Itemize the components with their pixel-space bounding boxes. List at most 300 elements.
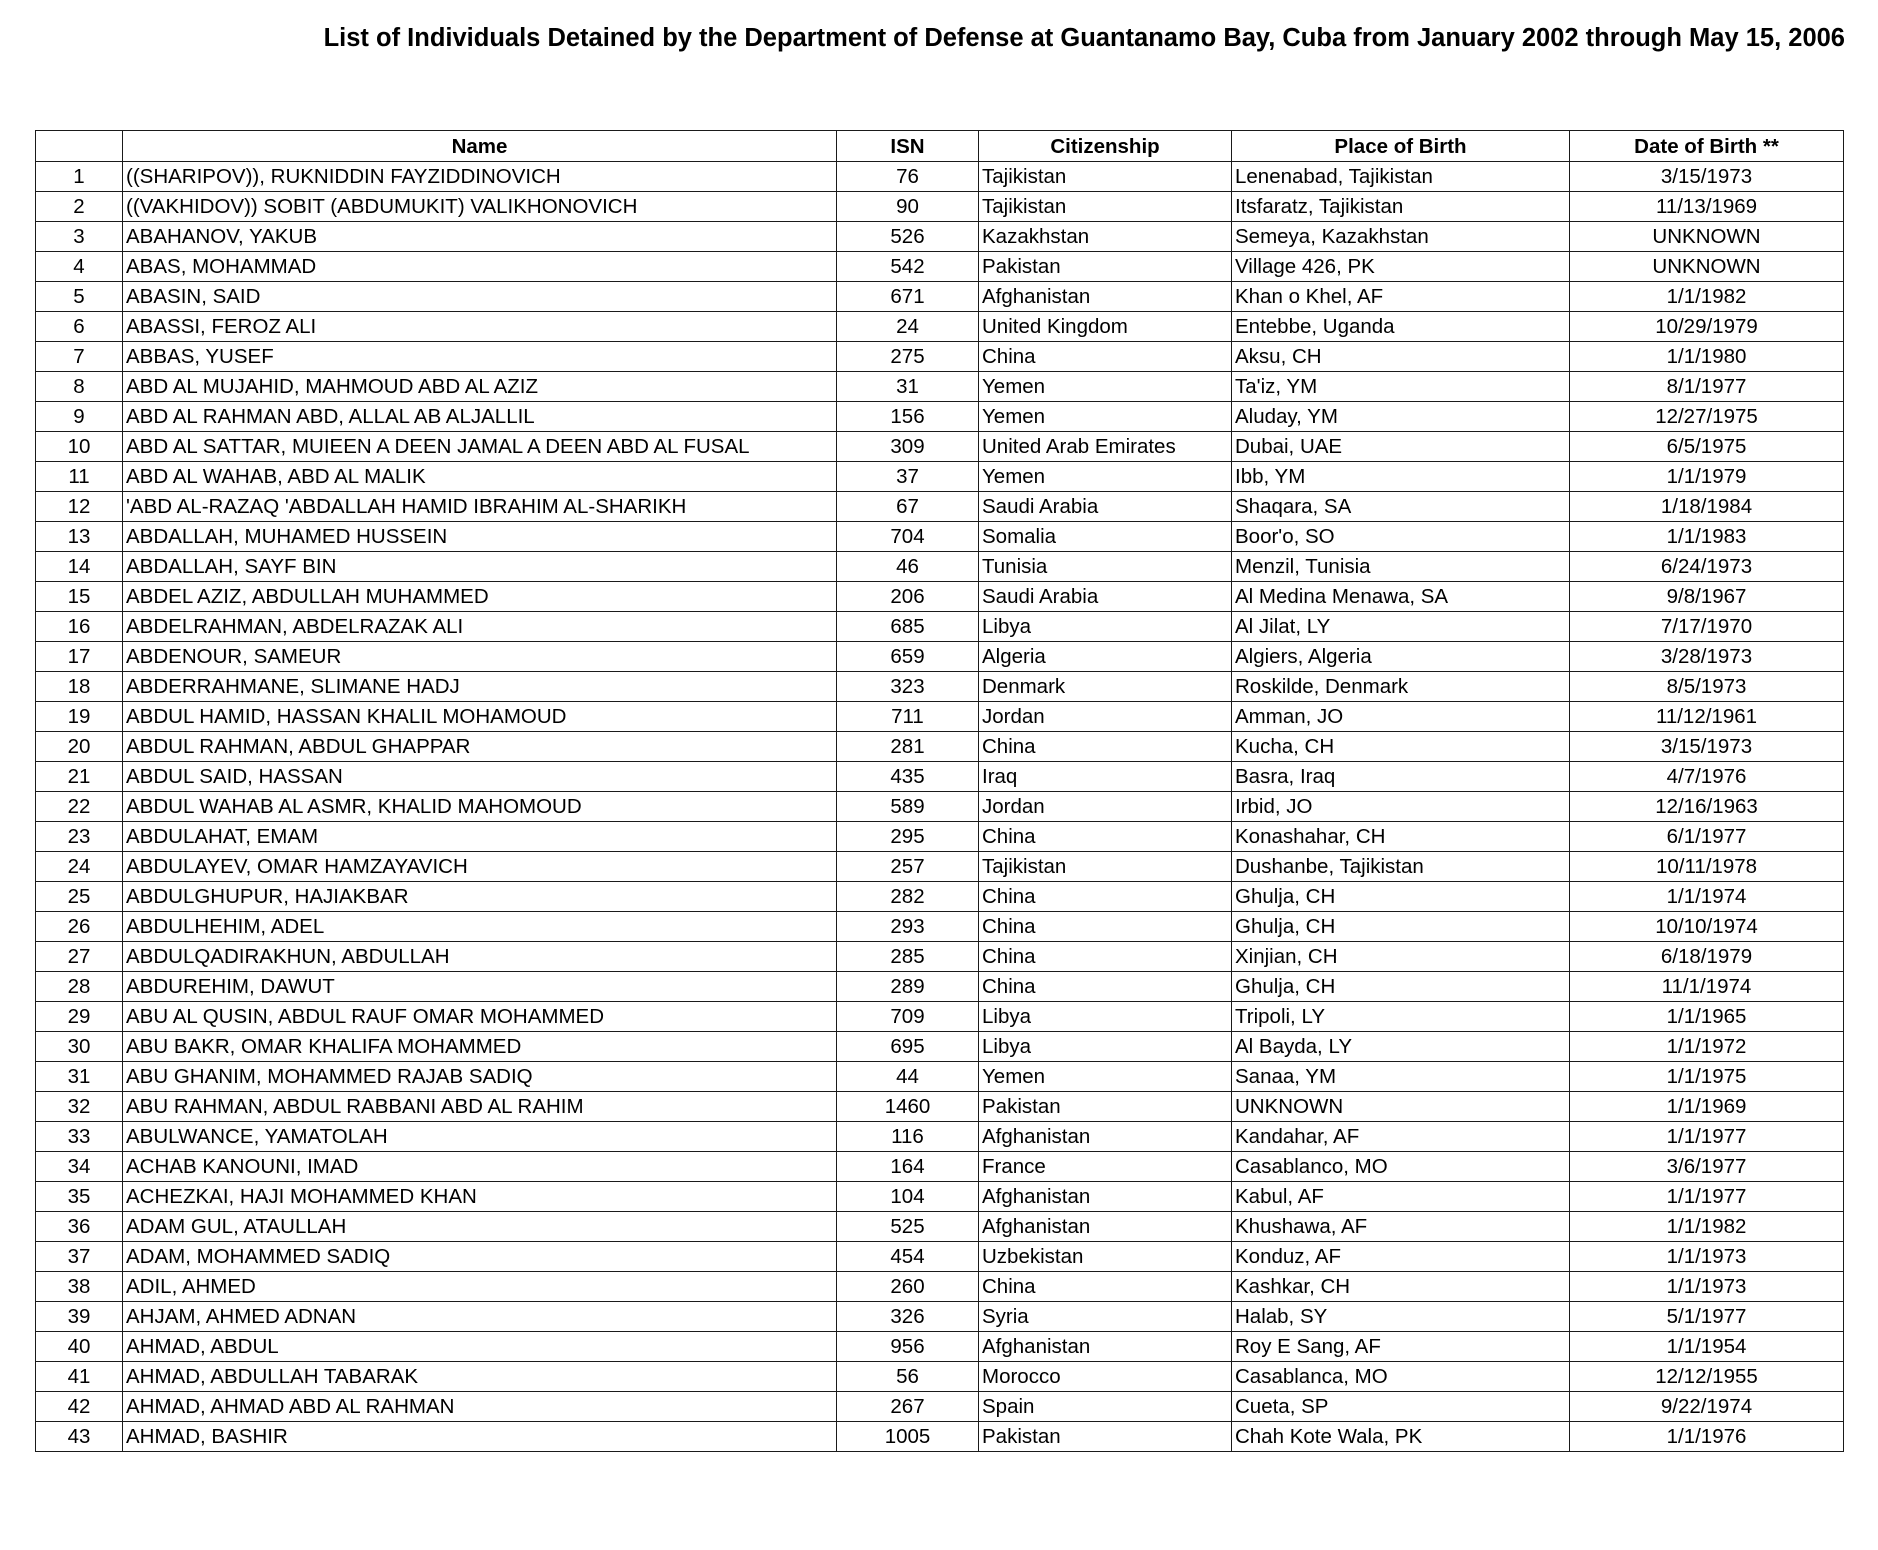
citizenship-cell: Libya [979, 1002, 1232, 1032]
date-of-birth-cell: 1/1/1977 [1570, 1122, 1844, 1152]
detainee-name-cell: ABDERRAHMANE, SLIMANE HADJ [123, 672, 837, 702]
place-of-birth-cell: Casablanca, MO [1232, 1362, 1570, 1392]
row-index-cell: 10 [36, 432, 123, 462]
document-title: List of Individuals Detained by the Department of Defense at Guantanamo Bay, Cuba from January 2002 through May 15, 2006 [323, 24, 1845, 52]
row-index-cell: 9 [36, 402, 123, 432]
row-index-cell: 26 [36, 912, 123, 942]
isn-cell: 309 [837, 432, 979, 462]
isn-cell: 956 [837, 1332, 979, 1362]
isn-cell: 671 [837, 282, 979, 312]
place-of-birth-cell: Aluday, YM [1232, 402, 1570, 432]
table-row [36, 1332, 1844, 1362]
detainee-name-cell: ABDULAHAT, EMAM [123, 822, 837, 852]
citizenship-cell: Jordan [979, 702, 1232, 732]
detainee-name-cell: ABDUREHIM, DAWUT [123, 972, 837, 1002]
table-row [36, 1152, 1844, 1182]
place-of-birth-cell: Al Jilat, LY [1232, 612, 1570, 642]
detainee-name-cell: ABD AL MUJAHID, MAHMOUD ABD AL AZIZ [123, 372, 837, 402]
isn-cell: 295 [837, 822, 979, 852]
table-row [36, 462, 1844, 492]
citizenship-cell: Pakistan [979, 1092, 1232, 1122]
row-index-cell: 40 [36, 1332, 123, 1362]
table-row [36, 492, 1844, 522]
isn-cell: 435 [837, 762, 979, 792]
citizenship-cell: Afghanistan [979, 1212, 1232, 1242]
date-of-birth-cell: 3/6/1977 [1570, 1152, 1844, 1182]
date-of-birth-cell: 4/7/1976 [1570, 762, 1844, 792]
isn-cell: 282 [837, 882, 979, 912]
citizenship-cell: Algeria [979, 642, 1232, 672]
detainee-name-cell: ABDALLAH, MUHAMED HUSSEIN [123, 522, 837, 552]
isn-cell: 24 [837, 312, 979, 342]
citizenship-cell: Afghanistan [979, 1122, 1232, 1152]
row-index-cell: 36 [36, 1212, 123, 1242]
citizenship-cell: Iraq [979, 762, 1232, 792]
place-of-birth-cell: Konduz, AF [1232, 1242, 1570, 1272]
row-index-cell: 24 [36, 852, 123, 882]
place-of-birth-cell: Xinjian, CH [1232, 942, 1570, 972]
place-of-birth-cell: Menzil, Tunisia [1232, 552, 1570, 582]
date-of-birth-cell: 8/5/1973 [1570, 672, 1844, 702]
isn-cell: 589 [837, 792, 979, 822]
table-row [36, 342, 1844, 372]
citizenship-cell: China [979, 972, 1232, 1002]
table-row [36, 702, 1844, 732]
date-of-birth-cell: 1/1/1973 [1570, 1242, 1844, 1272]
table-row [36, 882, 1844, 912]
place-of-birth-cell: Itsfaratz, Tajikistan [1232, 192, 1570, 222]
table-row [36, 162, 1844, 192]
table-row [36, 1032, 1844, 1062]
date-of-birth-cell: 11/12/1961 [1570, 702, 1844, 732]
date-of-birth-cell: UNKNOWN [1570, 252, 1844, 282]
table-row [36, 432, 1844, 462]
place-of-birth-cell: Roy E Sang, AF [1232, 1332, 1570, 1362]
table-row [36, 732, 1844, 762]
table-row [36, 1422, 1844, 1452]
table-row [36, 552, 1844, 582]
table-row [36, 852, 1844, 882]
detainee-name-cell: ABDUL HAMID, HASSAN KHALIL MOHAMOUD [123, 702, 837, 732]
row-index-cell: 2 [36, 192, 123, 222]
detainee-name-cell: ABULWANCE, YAMATOLAH [123, 1122, 837, 1152]
table-row [36, 792, 1844, 822]
table-row [36, 522, 1844, 552]
place-of-birth-cell: Village 426, PK [1232, 252, 1570, 282]
table-row [36, 1092, 1844, 1122]
detainee-name-cell: ABDELRAHMAN, ABDELRAZAK ALI [123, 612, 837, 642]
table-row [36, 312, 1844, 342]
date-of-birth-cell: 1/18/1984 [1570, 492, 1844, 522]
isn-cell: 46 [837, 552, 979, 582]
detainee-name-cell: AHMAD, BASHIR [123, 1422, 837, 1452]
date-of-birth-cell: 3/28/1973 [1570, 642, 1844, 672]
isn-cell: 76 [837, 162, 979, 192]
detainee-name-cell: 'ABD AL-RAZAQ 'ABDALLAH HAMID IBRAHIM AL-SHARIKH [123, 492, 837, 522]
table-row [36, 1302, 1844, 1332]
isn-cell: 685 [837, 612, 979, 642]
date-of-birth-cell: 8/1/1977 [1570, 372, 1844, 402]
detainee-name-cell: AHMAD, ABDULLAH TABARAK [123, 1362, 837, 1392]
table-body [36, 162, 1844, 1452]
row-index-cell: 32 [36, 1092, 123, 1122]
table-row [36, 1002, 1844, 1032]
detainee-name-cell: ABAS, MOHAMMAD [123, 252, 837, 282]
row-index-cell: 42 [36, 1392, 123, 1422]
citizenship-cell: Tajikistan [979, 852, 1232, 882]
isn-cell: 704 [837, 522, 979, 552]
isn-cell: 37 [837, 462, 979, 492]
detainee-table [35, 130, 1844, 1452]
table-row [36, 1122, 1844, 1152]
detainee-name-cell: ABDUL RAHMAN, ABDUL GHAPPAR [123, 732, 837, 762]
detainee-name-cell: ((VAKHIDOV)) SOBIT (ABDUMUKIT) VALIKHONOVICH [123, 192, 837, 222]
row-index-cell: 29 [36, 1002, 123, 1032]
row-index-cell: 37 [36, 1242, 123, 1272]
citizenship-cell: Tajikistan [979, 192, 1232, 222]
isn-cell: 281 [837, 732, 979, 762]
row-index-cell: 21 [36, 762, 123, 792]
citizenship-cell: Yemen [979, 462, 1232, 492]
row-index-cell: 8 [36, 372, 123, 402]
place-of-birth-cell: Amman, JO [1232, 702, 1570, 732]
date-of-birth-cell: 6/18/1979 [1570, 942, 1844, 972]
citizenship-cell: China [979, 942, 1232, 972]
citizenship-cell: China [979, 732, 1232, 762]
row-index-cell: 38 [36, 1272, 123, 1302]
detainee-name-cell: ((SHARIPOV)), RUKNIDDIN FAYZIDDINOVICH [123, 162, 837, 192]
citizenship-cell: Afghanistan [979, 282, 1232, 312]
row-index-cell: 34 [36, 1152, 123, 1182]
row-index-cell: 20 [36, 732, 123, 762]
row-index-cell: 7 [36, 342, 123, 372]
citizenship-cell: China [979, 822, 1232, 852]
row-index-cell: 6 [36, 312, 123, 342]
place-of-birth-cell: Ghulja, CH [1232, 882, 1570, 912]
place-of-birth-cell: UNKNOWN [1232, 1092, 1570, 1122]
place-of-birth-cell: Irbid, JO [1232, 792, 1570, 822]
row-index-cell: 22 [36, 792, 123, 822]
table-row [36, 1362, 1844, 1392]
detainee-name-cell: ABDULAYEV, OMAR HAMZAYAVICH [123, 852, 837, 882]
table-row [36, 612, 1844, 642]
row-index-cell: 33 [36, 1122, 123, 1152]
detainee-name-cell: ACHAB KANOUNI, IMAD [123, 1152, 837, 1182]
isn-cell: 695 [837, 1032, 979, 1062]
detainee-name-cell: ABDUL SAID, HASSAN [123, 762, 837, 792]
place-of-birth-cell: Kucha, CH [1232, 732, 1570, 762]
detainee-name-cell: ABASIN, SAID [123, 282, 837, 312]
table-row [36, 1242, 1844, 1272]
date-of-birth-cell: 11/13/1969 [1570, 192, 1844, 222]
isn-cell: 267 [837, 1392, 979, 1422]
date-of-birth-cell: 3/15/1973 [1570, 162, 1844, 192]
date-of-birth-cell: 1/1/1982 [1570, 1212, 1844, 1242]
detainee-name-cell: AHMAD, AHMAD ABD AL RAHMAN [123, 1392, 837, 1422]
isn-cell: 56 [837, 1362, 979, 1392]
table-row [36, 252, 1844, 282]
detainee-name-cell: ACHEZKAI, HAJI MOHAMMED KHAN [123, 1182, 837, 1212]
place-of-birth-cell: Aksu, CH [1232, 342, 1570, 372]
date-of-birth-cell: 6/24/1973 [1570, 552, 1844, 582]
date-of-birth-cell: 1/1/1976 [1570, 1422, 1844, 1452]
place-of-birth-cell: Lenenabad, Tajikistan [1232, 162, 1570, 192]
place-of-birth-cell: Ghulja, CH [1232, 912, 1570, 942]
date-of-birth-cell: 10/29/1979 [1570, 312, 1844, 342]
date-of-birth-cell: 5/1/1977 [1570, 1302, 1844, 1332]
place-of-birth-cell: Sanaa, YM [1232, 1062, 1570, 1092]
header-place-of-birth: Place of Birth [1232, 131, 1570, 162]
table-row [36, 1182, 1844, 1212]
isn-cell: 90 [837, 192, 979, 222]
isn-cell: 709 [837, 1002, 979, 1032]
date-of-birth-cell: 7/17/1970 [1570, 612, 1844, 642]
citizenship-cell: Somalia [979, 522, 1232, 552]
date-of-birth-cell: 1/1/1983 [1570, 522, 1844, 552]
date-of-birth-cell: 1/1/1973 [1570, 1272, 1844, 1302]
detainee-name-cell: ABDALLAH, SAYF BIN [123, 552, 837, 582]
citizenship-cell: United Kingdom [979, 312, 1232, 342]
row-index-cell: 14 [36, 552, 123, 582]
date-of-birth-cell: 3/15/1973 [1570, 732, 1844, 762]
date-of-birth-cell: 1/1/1969 [1570, 1092, 1844, 1122]
isn-cell: 104 [837, 1182, 979, 1212]
row-index-cell: 31 [36, 1062, 123, 1092]
citizenship-cell: Tajikistan [979, 162, 1232, 192]
row-index-cell: 23 [36, 822, 123, 852]
isn-cell: 275 [837, 342, 979, 372]
row-index-cell: 30 [36, 1032, 123, 1062]
table-row [36, 942, 1844, 972]
citizenship-cell: Uzbekistan [979, 1242, 1232, 1272]
isn-cell: 260 [837, 1272, 979, 1302]
place-of-birth-cell: Kandahar, AF [1232, 1122, 1570, 1152]
date-of-birth-cell: 12/12/1955 [1570, 1362, 1844, 1392]
isn-cell: 293 [837, 912, 979, 942]
detainee-name-cell: ABDUL WAHAB AL ASMR, KHALID MAHOMOUD [123, 792, 837, 822]
detainee-name-cell: ADIL, AHMED [123, 1272, 837, 1302]
table-row [36, 1062, 1844, 1092]
date-of-birth-cell: UNKNOWN [1570, 222, 1844, 252]
table-row [36, 1272, 1844, 1302]
citizenship-cell: Yemen [979, 402, 1232, 432]
place-of-birth-cell: Semeya, Kazakhstan [1232, 222, 1570, 252]
place-of-birth-cell: Casablanco, MO [1232, 1152, 1570, 1182]
citizenship-cell: Saudi Arabia [979, 582, 1232, 612]
table-row [36, 582, 1844, 612]
isn-cell: 206 [837, 582, 979, 612]
isn-cell: 1460 [837, 1092, 979, 1122]
place-of-birth-cell: Halab, SY [1232, 1302, 1570, 1332]
row-index-cell: 43 [36, 1422, 123, 1452]
citizenship-cell: Pakistan [979, 1422, 1232, 1452]
header-date-of-birth: Date of Birth ** [1570, 131, 1844, 162]
isn-cell: 526 [837, 222, 979, 252]
detainee-name-cell: ABD AL WAHAB, ABD AL MALIK [123, 462, 837, 492]
header-name: Name [123, 131, 837, 162]
detainee-name-cell: ABU GHANIM, MOHAMMED RAJAB SADIQ [123, 1062, 837, 1092]
place-of-birth-cell: Ta'iz, YM [1232, 372, 1570, 402]
date-of-birth-cell: 1/1/1977 [1570, 1182, 1844, 1212]
table-row [36, 372, 1844, 402]
citizenship-cell: Libya [979, 612, 1232, 642]
citizenship-cell: Morocco [979, 1362, 1232, 1392]
row-index-cell: 16 [36, 612, 123, 642]
place-of-birth-cell: Shaqara, SA [1232, 492, 1570, 522]
place-of-birth-cell: Tripoli, LY [1232, 1002, 1570, 1032]
row-index-cell: 13 [36, 522, 123, 552]
row-index-cell: 5 [36, 282, 123, 312]
place-of-birth-cell: Dubai, UAE [1232, 432, 1570, 462]
isn-cell: 116 [837, 1122, 979, 1152]
row-index-cell: 3 [36, 222, 123, 252]
isn-cell: 289 [837, 972, 979, 1002]
table-row [36, 972, 1844, 1002]
row-index-cell: 11 [36, 462, 123, 492]
table-row [36, 222, 1844, 252]
table-row [36, 192, 1844, 222]
detainee-name-cell: AHJAM, AHMED ADNAN [123, 1302, 837, 1332]
isn-cell: 542 [837, 252, 979, 282]
table-row [36, 402, 1844, 432]
citizenship-cell: Tunisia [979, 552, 1232, 582]
citizenship-cell: Yemen [979, 372, 1232, 402]
place-of-birth-cell: Roskilde, Denmark [1232, 672, 1570, 702]
citizenship-cell: Syria [979, 1302, 1232, 1332]
detainee-name-cell: ABD AL SATTAR, MUIEEN A DEEN JAMAL A DEEN ABD AL FUSAL [123, 432, 837, 462]
detainee-name-cell: AHMAD, ABDUL [123, 1332, 837, 1362]
date-of-birth-cell: 9/22/1974 [1570, 1392, 1844, 1422]
citizenship-cell: China [979, 1272, 1232, 1302]
place-of-birth-cell: Kashkar, CH [1232, 1272, 1570, 1302]
isn-cell: 67 [837, 492, 979, 522]
date-of-birth-cell: 1/1/1979 [1570, 462, 1844, 492]
date-of-birth-cell: 1/1/1974 [1570, 882, 1844, 912]
detainee-name-cell: ABU BAKR, OMAR KHALIFA MOHAMMED [123, 1032, 837, 1062]
row-index-cell: 35 [36, 1182, 123, 1212]
isn-cell: 454 [837, 1242, 979, 1272]
table-row [36, 912, 1844, 942]
citizenship-cell: Kazakhstan [979, 222, 1232, 252]
table-row [36, 762, 1844, 792]
isn-cell: 711 [837, 702, 979, 732]
citizenship-cell: Pakistan [979, 252, 1232, 282]
place-of-birth-cell: Ghulja, CH [1232, 972, 1570, 1002]
citizenship-cell: France [979, 1152, 1232, 1182]
row-index-cell: 15 [36, 582, 123, 612]
isn-cell: 525 [837, 1212, 979, 1242]
isn-cell: 156 [837, 402, 979, 432]
row-index-cell: 17 [36, 642, 123, 672]
isn-cell: 257 [837, 852, 979, 882]
place-of-birth-cell: Cueta, SP [1232, 1392, 1570, 1422]
isn-cell: 323 [837, 672, 979, 702]
row-index-cell: 4 [36, 252, 123, 282]
table-row [36, 642, 1844, 672]
table-row [36, 1392, 1844, 1422]
date-of-birth-cell: 1/1/1975 [1570, 1062, 1844, 1092]
date-of-birth-cell: 6/5/1975 [1570, 432, 1844, 462]
row-index-cell: 41 [36, 1362, 123, 1392]
header-index [36, 131, 123, 162]
detainee-name-cell: ABDULHEHIM, ADEL [123, 912, 837, 942]
row-index-cell: 27 [36, 942, 123, 972]
table-row [36, 672, 1844, 702]
place-of-birth-cell: Ibb, YM [1232, 462, 1570, 492]
detainee-name-cell: ADAM GUL, ATAULLAH [123, 1212, 837, 1242]
detainee-name-cell: ABAHANOV, YAKUB [123, 222, 837, 252]
date-of-birth-cell: 11/1/1974 [1570, 972, 1844, 1002]
citizenship-cell: China [979, 342, 1232, 372]
row-index-cell: 1 [36, 162, 123, 192]
isn-cell: 659 [837, 642, 979, 672]
isn-cell: 326 [837, 1302, 979, 1332]
date-of-birth-cell: 12/16/1963 [1570, 792, 1844, 822]
detainee-name-cell: ABDULQADIRAKHUN, ABDULLAH [123, 942, 837, 972]
citizenship-cell: Afghanistan [979, 1182, 1232, 1212]
citizenship-cell: Jordan [979, 792, 1232, 822]
place-of-birth-cell: Kabul, AF [1232, 1182, 1570, 1212]
row-index-cell: 18 [36, 672, 123, 702]
isn-cell: 285 [837, 942, 979, 972]
row-index-cell: 19 [36, 702, 123, 732]
row-index-cell: 25 [36, 882, 123, 912]
isn-cell: 44 [837, 1062, 979, 1092]
place-of-birth-cell: Boor'o, SO [1232, 522, 1570, 552]
table-row [36, 1212, 1844, 1242]
detainee-name-cell: ABDEL AZIZ, ABDULLAH MUHAMMED [123, 582, 837, 612]
place-of-birth-cell: Dushanbe, Tajikistan [1232, 852, 1570, 882]
date-of-birth-cell: 10/11/1978 [1570, 852, 1844, 882]
table-row [36, 282, 1844, 312]
citizenship-cell: Denmark [979, 672, 1232, 702]
detainee-name-cell: ABDENOUR, SAMEUR [123, 642, 837, 672]
date-of-birth-cell: 10/10/1974 [1570, 912, 1844, 942]
citizenship-cell: United Arab Emirates [979, 432, 1232, 462]
detainee-name-cell: ABBAS, YUSEF [123, 342, 837, 372]
header-isn: ISN [837, 131, 979, 162]
place-of-birth-cell: Al Medina Menawa, SA [1232, 582, 1570, 612]
isn-cell: 1005 [837, 1422, 979, 1452]
table-row [36, 822, 1844, 852]
place-of-birth-cell: Basra, Iraq [1232, 762, 1570, 792]
place-of-birth-cell: Algiers, Algeria [1232, 642, 1570, 672]
citizenship-cell: Saudi Arabia [979, 492, 1232, 522]
place-of-birth-cell: Al Bayda, LY [1232, 1032, 1570, 1062]
citizenship-cell: Spain [979, 1392, 1232, 1422]
citizenship-cell: Yemen [979, 1062, 1232, 1092]
place-of-birth-cell: Chah Kote Wala, PK [1232, 1422, 1570, 1452]
date-of-birth-cell: 12/27/1975 [1570, 402, 1844, 432]
place-of-birth-cell: Khan o Khel, AF [1232, 282, 1570, 312]
detainee-name-cell: ADAM, MOHAMMED SADIQ [123, 1242, 837, 1272]
date-of-birth-cell: 1/1/1982 [1570, 282, 1844, 312]
detainee-name-cell: ABDULGHUPUR, HAJIAKBAR [123, 882, 837, 912]
table-header-row [36, 131, 1844, 162]
place-of-birth-cell: Entebbe, Uganda [1232, 312, 1570, 342]
detainee-name-cell: ABU RAHMAN, ABDUL RABBANI ABD AL RAHIM [123, 1092, 837, 1122]
date-of-birth-cell: 1/1/1972 [1570, 1032, 1844, 1062]
place-of-birth-cell: Konashahar, CH [1232, 822, 1570, 852]
row-index-cell: 39 [36, 1302, 123, 1332]
date-of-birth-cell: 1/1/1965 [1570, 1002, 1844, 1032]
date-of-birth-cell: 1/1/1954 [1570, 1332, 1844, 1362]
isn-cell: 31 [837, 372, 979, 402]
citizenship-cell: Libya [979, 1032, 1232, 1062]
place-of-birth-cell: Khushawa, AF [1232, 1212, 1570, 1242]
isn-cell: 164 [837, 1152, 979, 1182]
citizenship-cell: China [979, 882, 1232, 912]
